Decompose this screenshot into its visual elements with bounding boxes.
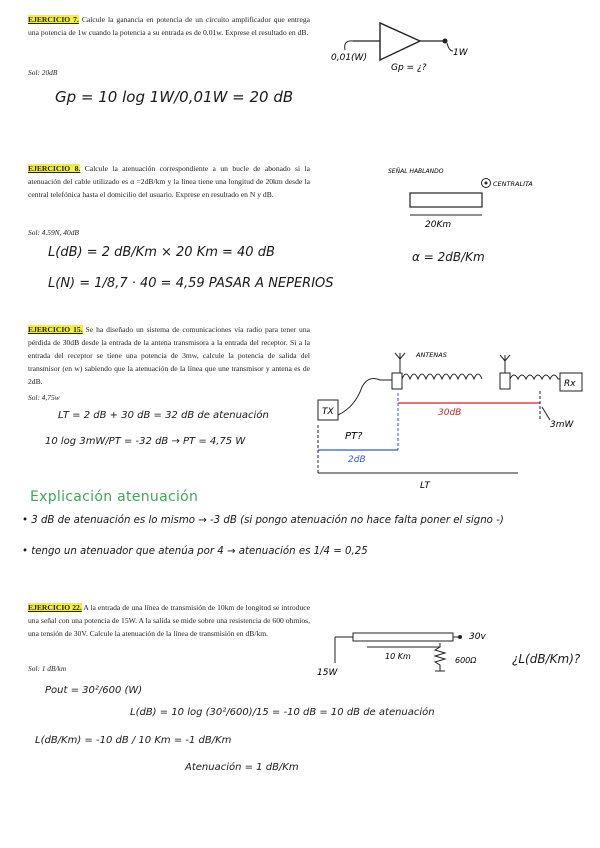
transmission-line-diagram (315, 625, 505, 685)
loss-30db-label: 30dB (438, 408, 462, 418)
rx-power-label: 3mW (550, 420, 574, 430)
rx-label: Rx (564, 379, 576, 389)
line-length-label: 10 Km (385, 652, 411, 661)
output-voltage-label: 30v (469, 632, 486, 642)
length-label: 20Km (425, 220, 452, 230)
resistor-label: 600Ω (455, 656, 477, 665)
exercise-22-tag: EJERCICIO 22. (28, 603, 82, 612)
exercise-8-statement (28, 162, 310, 201)
exercise-22-work-loss: L(dB) = 10 log (30²/600)/15 = -10 dB = 10 dB de atenuación (130, 707, 435, 718)
tx-label: TX (322, 407, 334, 417)
exercise-22-statement (28, 601, 310, 640)
signal-label: SEÑAL HABLANDO (388, 168, 444, 175)
exercise-7-statement (28, 13, 310, 39)
explanation-line-1: • 3 dB de atenuación es lo mismo → -3 dB (si pongo atenuación no hace falta poner el signo -) (22, 515, 504, 526)
radio-link-diagram (300, 345, 590, 495)
attenuation-question: ¿L(dB/Km)? (512, 652, 581, 666)
exercise-15-solution: Sol: 4,75w (28, 393, 60, 402)
exercise-22-work-result: Atenuación = 1 dB/Km (185, 762, 299, 773)
amp-input-label: 0,01(W) (331, 53, 367, 63)
exercise-8-work-db: L(dB) = 2 dB/Km × 20 Km = 40 dB (48, 245, 275, 260)
amp-gain-question: Gp = ¿? (391, 63, 427, 73)
amplifier-diagram (325, 18, 475, 83)
exercise-8-work-np: L(N) = 1/8,7 · 40 = 4,59 PASAR A NEPERIOS (48, 276, 334, 291)
exercise-8-text: Calcule la atenuación correspondiente a un bucle de abonado si la atenuación del cable utilizado es α =2dB/km y la línea tiene una longitud de 20km desde la central telefónica hasta el domicilio del usuario. Exprese en resultado en N y dB. (28, 164, 310, 199)
exercise-15-statement (28, 323, 310, 388)
exercise-15-text: Se ha diseñado un sistema de comunicaciones vía radio para tener una pérdida de 30dB desde la entrada de la antena transmisora a la entrada del receptor. Si a la entrada del receptor se tiene una potencia de 3mw, calcule la potencia de salida del transmisor (en w) sabiendo que la atenuación de la línea que une transmisor y antena es de 2dB. (28, 325, 310, 386)
tx-power-question: PT? (345, 431, 363, 442)
explanation-line-2: • tengo un atenuador que atenúa por 4 → atenuación es 1/4 = 0,25 (22, 546, 368, 557)
input-power-label: 15W (317, 668, 338, 678)
amp-output-label: 1W (453, 48, 468, 58)
exercise-22-solution: Sol: 1 dB/km (28, 664, 67, 673)
line-loss-label: 2dB (348, 455, 366, 465)
exercise-15-work-power: 10 log 3mW/PT = -32 dB → PT = 4,75 W (45, 436, 246, 447)
subscriber-loop-diagram (380, 165, 550, 235)
exercise-22-work-per-km: L(dB/Km) = -10 dB / 10 Km = -1 dB/Km (35, 735, 232, 746)
exercise-8-tag: EJERCICIO 8. (28, 164, 81, 173)
exercise-22-work-pout: Pout = 30²/600 (W) (45, 685, 143, 696)
exercise-7-solution: Sol: 20dB (28, 68, 58, 77)
exercise-8-solution: Sol: 4.59N, 40dB (28, 228, 79, 237)
total-loss-label: LT (420, 481, 430, 491)
alpha-label: α = 2dB/Km (412, 250, 485, 264)
antennas-label: ANTENAS (416, 351, 447, 359)
central-label: CENTRALITA (493, 180, 533, 188)
exercise-15-work-total: LT = 2 dB + 30 dB = 32 dB de atenuación (58, 410, 269, 421)
exercise-7-text: Calcule la ganancia en potencia de un circuito amplificador que entrega una potencia de 1w cuando la potencia a su entrada es de 0.01w. Exprese el resultado en dB. (28, 15, 310, 37)
exercise-7-tag: EJERCICIO 7. (28, 15, 79, 24)
exercise-22-text: A la entrada de una línea de transmisión de 10km de longitud se introduce una señal con una potencia de 15W. A la salida se mide sobre una resistencia de 600 ohmios, una tensión de 30V. Calcule la atenuación de la línea de transmisión en dB/km. (28, 603, 310, 638)
explanation-title: Explicación atenuación (30, 489, 199, 505)
exercise-7-work: Gp = 10 log 1W/0,01W = 20 dB (55, 88, 294, 106)
exercise-15-tag: EJERCICIO 15. (28, 325, 83, 334)
